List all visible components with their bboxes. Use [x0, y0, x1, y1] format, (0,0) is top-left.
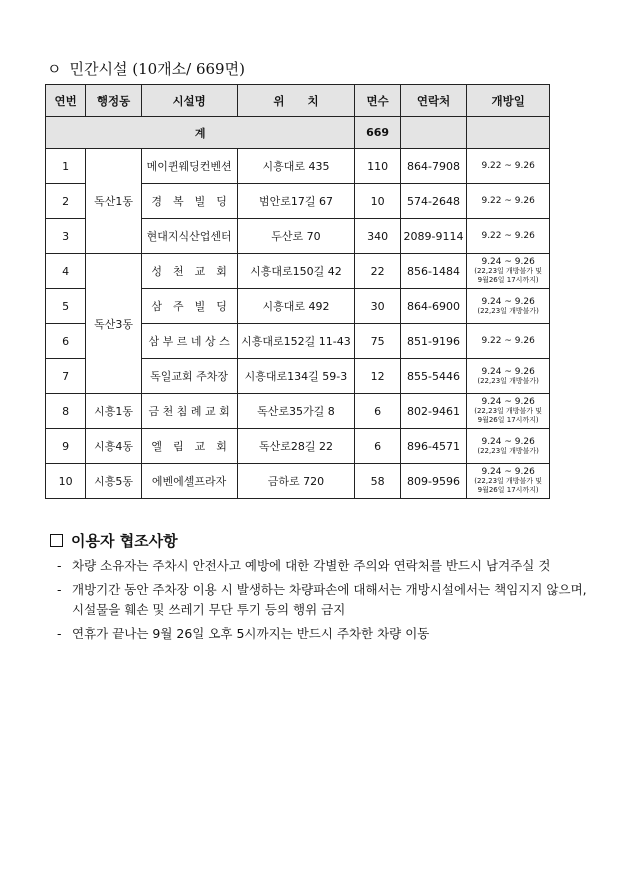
cell-district-group: 독산3동: [86, 254, 141, 394]
open-note: (22,23일 개방불가 및: [474, 267, 543, 275]
cell-spaces: 6: [355, 429, 400, 464]
list-item: [57, 624, 597, 644]
open-range: 9.22 ~ 9.26: [481, 196, 535, 206]
header-contact: 연락처: [400, 85, 467, 117]
table-row: [46, 429, 550, 464]
total-row: [46, 117, 550, 149]
cell-name: 성 천 교 회: [141, 254, 237, 289]
cell-spaces: 6: [355, 394, 400, 429]
section-title: [47, 58, 245, 79]
notes-title: [50, 530, 178, 551]
cell-contact: 809-9596: [400, 464, 467, 499]
total-spaces: 669: [355, 117, 400, 149]
cell-spaces: 340: [355, 219, 400, 254]
cell-location: 두산로 70: [237, 219, 355, 254]
cell-location: 시흥대로 492: [237, 289, 355, 324]
cell-spaces: 10: [355, 184, 400, 219]
table-header-row: [46, 85, 550, 117]
table-row: [46, 464, 550, 499]
cell-open: [467, 219, 550, 254]
cell-location: 독산로35가길 8: [237, 394, 355, 429]
cell-contact: 851-9196: [400, 324, 467, 359]
open-note: 9월26일 17시까지): [477, 486, 539, 494]
cell-name: 독일교회 주차장: [141, 359, 237, 394]
note-text: 개방기간 동안 주차장 이용 시 발생하는 차량파손에 대해서는 개방시설에서는 책임지지 않으며, 시설물을 훼손 및 쓰레기 무단 투기 등의 행위 금지: [72, 582, 587, 617]
table-row: [46, 254, 550, 289]
cell-name: 삼 주 빌 딩: [141, 289, 237, 324]
open-range: 9.22 ~ 9.26: [481, 336, 535, 346]
cell-name: 경 복 빌 딩: [141, 184, 237, 219]
cell-open: [467, 184, 550, 219]
cell-name: 삼 부 르 네 상 스: [141, 324, 237, 359]
open-note: 9월26일 17시까지): [477, 416, 539, 424]
open-range: 9.24 ~ 9.26: [481, 467, 535, 477]
cell-name: 현대지식산업센터: [141, 219, 237, 254]
cell-contact: 802-9461: [400, 394, 467, 429]
cell-no: 7: [46, 359, 86, 394]
cell-district: 시흥4동: [86, 429, 141, 464]
open-range: 9.24 ~ 9.26: [481, 436, 535, 447]
cell-contact: 896-4571: [400, 429, 467, 464]
cell-name: 메이퀸웨딩컨벤션: [141, 149, 237, 184]
cell-spaces: 12: [355, 359, 400, 394]
cell-no: 3: [46, 219, 86, 254]
cell-no: 9: [46, 429, 86, 464]
cell-no: 8: [46, 394, 86, 429]
open-range: 9.22 ~ 9.26: [481, 231, 535, 241]
open-note: (22,23일 개방불가 및: [474, 477, 543, 485]
open-note: (22,23일 개방불가): [477, 376, 539, 385]
cell-open: [467, 149, 550, 184]
cell-contact: 855-5446: [400, 359, 467, 394]
cell-no: 6: [46, 324, 86, 359]
section-bullet: ㅇ: [47, 60, 62, 78]
note-text: 차량 소유자는 주차시 안전사고 예방에 대한 각별한 주의와 연락처를 반드시 남겨주실 것: [72, 558, 551, 573]
cell-contact: 2089-9114: [400, 219, 467, 254]
cell-location: 시흥대로134길 59-3: [237, 359, 355, 394]
cell-open: [467, 289, 550, 324]
total-label: 계: [46, 117, 355, 149]
note-text: 연휴가 끝나는 9월 26일 오후 5시까지는 반드시 주차한 차량 이동: [72, 626, 430, 641]
cell-contact: 856-1484: [400, 254, 467, 289]
notes-list: [57, 556, 597, 648]
total-contact-empty: [400, 117, 467, 149]
header-open: 개방일: [467, 85, 550, 117]
facility-table: [45, 84, 550, 499]
open-range: 9.22 ~ 9.26: [481, 161, 535, 171]
dash-bullet: -: [57, 626, 62, 641]
cell-no: 2: [46, 184, 86, 219]
open-note: (22,23일 개방불가): [477, 306, 539, 315]
open-range: 9.24 ~ 9.26: [481, 296, 535, 307]
open-note: (22,23일 개방불가): [477, 446, 539, 455]
cell-open: [467, 394, 550, 429]
cell-district: 시흥5동: [86, 464, 141, 499]
cell-spaces: 58: [355, 464, 400, 499]
cell-location: 범안로17길 67: [237, 184, 355, 219]
cell-district: 시흥1동: [86, 394, 141, 429]
header-name: 시설명: [141, 85, 237, 117]
cell-spaces: 22: [355, 254, 400, 289]
cell-open: [467, 359, 550, 394]
cell-no: 5: [46, 289, 86, 324]
cell-no: 10: [46, 464, 86, 499]
cell-no: 4: [46, 254, 86, 289]
list-item: [57, 556, 597, 576]
cell-name: 금 천 침 례 교 회: [141, 394, 237, 429]
header-spaces: 면수: [355, 85, 400, 117]
open-note: (22,23일 개방불가 및: [474, 407, 543, 415]
cell-location: 시흥대로152길 11-43: [237, 324, 355, 359]
list-item: [57, 580, 597, 620]
cell-open: [467, 429, 550, 464]
cell-no: 1: [46, 149, 86, 184]
header-no: 연번: [46, 85, 86, 117]
cell-contact: 574-2648: [400, 184, 467, 219]
total-open-empty: [467, 117, 550, 149]
cell-location: 시흥대로 435: [237, 149, 355, 184]
cell-name: 에벤에셀프라자: [141, 464, 237, 499]
cell-location: 시흥대로150길 42: [237, 254, 355, 289]
cell-district-group: 독산1동: [86, 149, 141, 254]
section-title-text: 민간시설 (10개소/ 669면): [69, 60, 245, 78]
header-district: 행정동: [86, 85, 141, 117]
cell-open: [467, 324, 550, 359]
cell-contact: 864-6900: [400, 289, 467, 324]
cell-contact: 864-7908: [400, 149, 467, 184]
open-range: 9.24 ~ 9.26: [481, 397, 535, 407]
cell-location: 금하로 720: [237, 464, 355, 499]
cell-spaces: 30: [355, 289, 400, 324]
header-location: 위 치: [237, 85, 355, 117]
cell-open: [467, 254, 550, 289]
open-note: 9월26일 17시까지): [477, 276, 539, 284]
checkbox-square-icon: [50, 534, 63, 547]
dash-bullet: -: [57, 558, 62, 573]
dash-bullet: -: [57, 582, 62, 597]
cell-open: [467, 464, 550, 499]
cell-spaces: 110: [355, 149, 400, 184]
table-row: [46, 149, 550, 184]
cell-name: 엘 림 교 회: [141, 429, 237, 464]
notes-title-text: 이용자 협조사항: [71, 532, 178, 550]
open-range: 9.24 ~ 9.26: [481, 366, 535, 377]
open-range: 9.24 ~ 9.26: [481, 257, 535, 267]
cell-spaces: 75: [355, 324, 400, 359]
table-row: [46, 394, 550, 429]
cell-location: 독산로28길 22: [237, 429, 355, 464]
